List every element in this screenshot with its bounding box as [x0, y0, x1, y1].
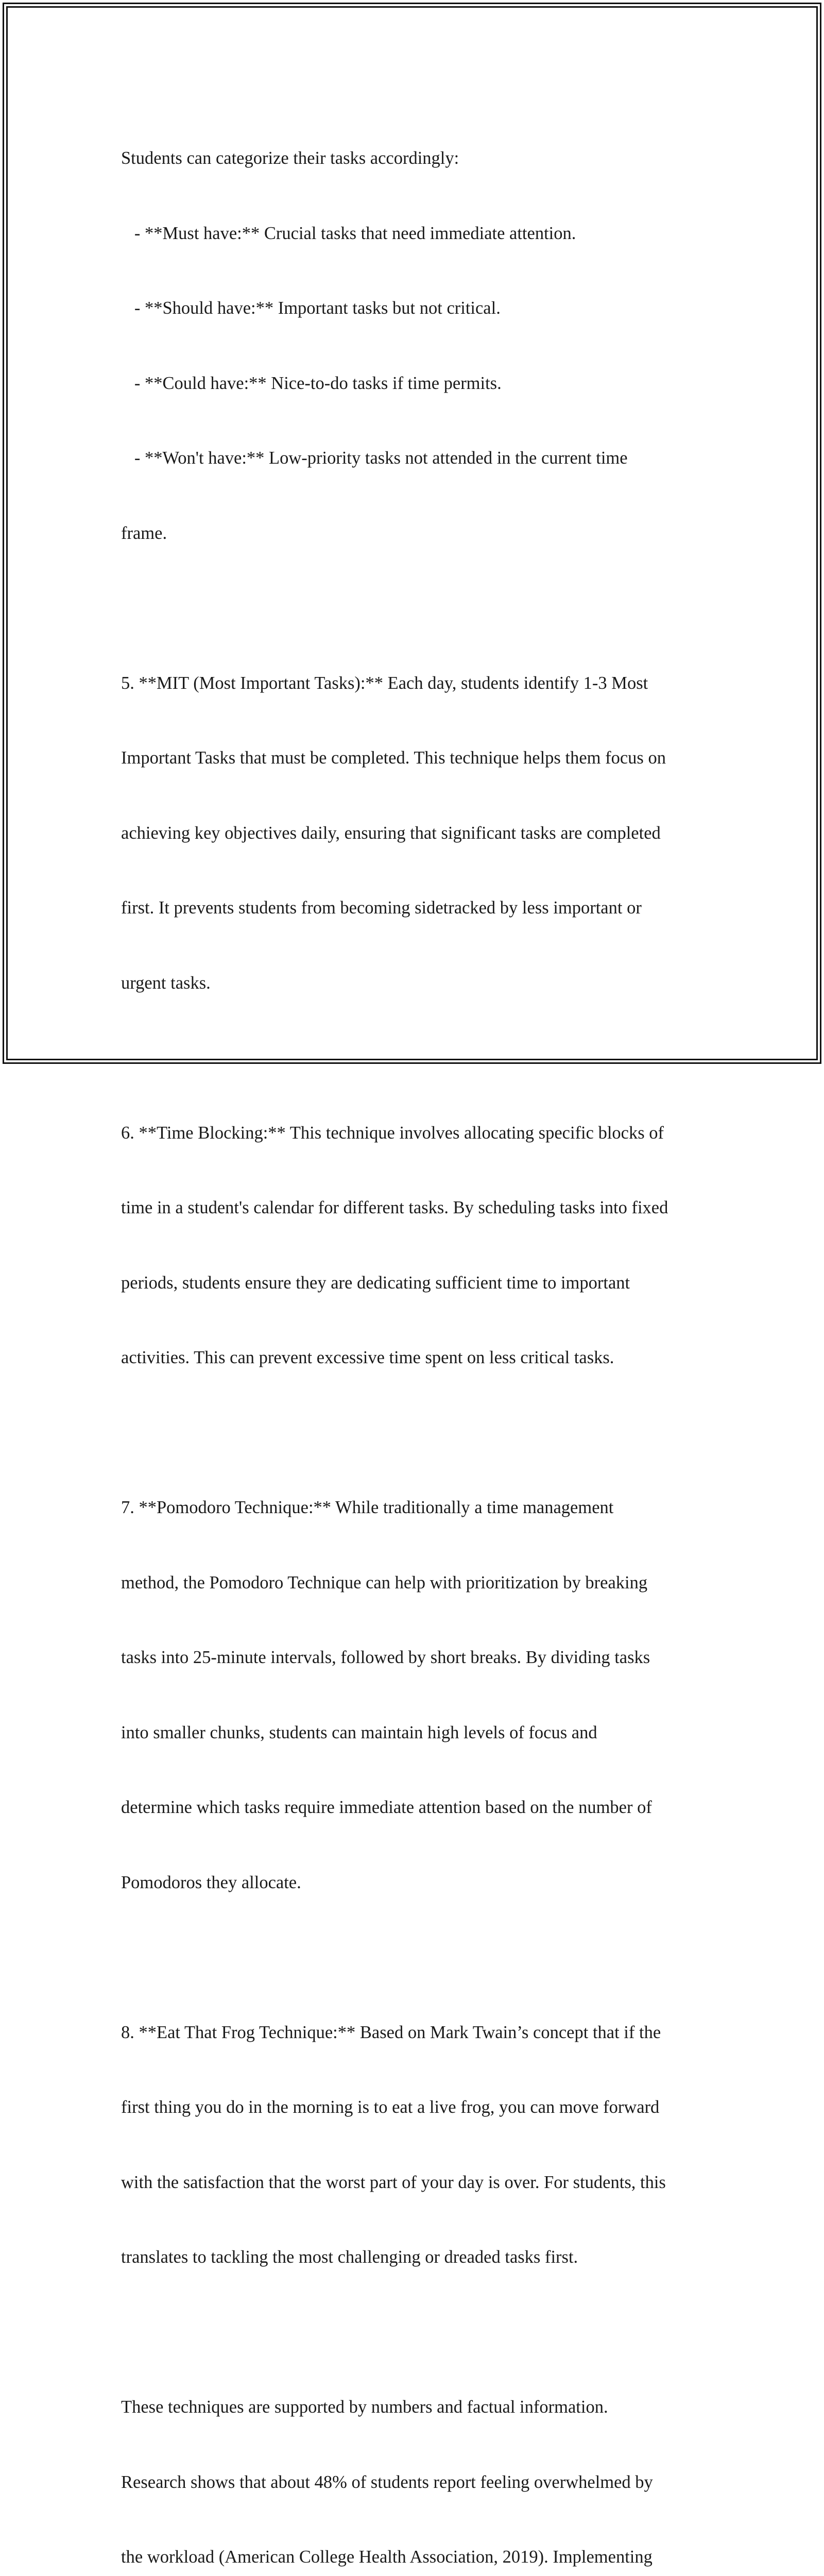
list-item-could-have: - **Could have:** Nice-to-do tasks if time permits.: [121, 373, 502, 393]
list-item-wont-have: - **Won't have:** Low-priority tasks not attended in the current time: [121, 448, 628, 468]
text-line: achieving key objectives daily, ensuring that significant tasks are completed: [121, 823, 661, 843]
text-line: Important Tasks that must be completed. This technique helps them focus on: [121, 748, 666, 768]
text-line: urgent tasks.: [121, 973, 211, 993]
text-line: activities. This can prevent excessive time spent on less critical tasks.: [121, 1348, 614, 1367]
text-line: the workload (American College Health Association, 2019). Implementing: [121, 2547, 653, 2567]
text-line: periods, students ensure they are dedicating sufficient time to important: [121, 1273, 630, 1293]
paragraph-time-blocking: [121, 1071, 718, 1420]
paragraph-mit: [121, 621, 718, 1046]
document-body: [121, 96, 718, 2576]
text-line: 8. **Eat That Frog Technique:** Based on Mark Twain’s concept that if the: [121, 2022, 661, 2042]
text-line: 7. **Pomodoro Technique:** While traditionally a time management: [121, 1498, 614, 1517]
text-line: 5. **MIT (Most Important Tasks):** Each day, students identify 1-3 Most: [121, 673, 648, 693]
text-line: 6. **Time Blocking:** This technique involves allocating specific blocks of: [121, 1123, 664, 1143]
text-line: frame.: [121, 523, 167, 543]
text-line: first thing you do in the morning is to eat a live frog, you can move forward: [121, 2097, 660, 2117]
text-line: translates to tackling the most challenging or dreaded tasks first.: [121, 2247, 578, 2267]
text-line: determine which tasks require immediate attention based on the number of: [121, 1798, 652, 1817]
text-line: Students can categorize their tasks accordingly:: [121, 148, 459, 168]
text-line: into smaller chunks, students can maintain high levels of focus and: [121, 1722, 597, 1742]
text-line: Pomodoros they allocate.: [121, 1872, 301, 1892]
text-line: method, the Pomodoro Technique can help with prioritization by breaking: [121, 1572, 648, 1592]
text-line: time in a student's calendar for different tasks. By scheduling tasks into fixed: [121, 1198, 668, 1217]
list-item-must-have: - **Must have:** Crucial tasks that need immediate attention.: [121, 223, 576, 243]
paragraph-research: [121, 2345, 718, 2576]
paragraph-pomodoro: [121, 1445, 718, 1945]
list-item-should-have: - **Should have:** Important tasks but not critical.: [121, 298, 501, 318]
text-line: tasks into 25-minute intervals, followed by short breaks. By dividing tasks: [121, 1648, 650, 1667]
text-line: first. It prevents students from becoming sidetracked by less important or: [121, 898, 642, 918]
text-line: These techniques are supported by numbers and factual information.: [121, 2397, 608, 2417]
paragraph-moscow-categories: [121, 96, 718, 596]
text-line: Research shows that about 48% of students report feeling overwhelmed by: [121, 2472, 653, 2492]
text-line: with the satisfaction that the worst part of your day is over. For students, this: [121, 2172, 666, 2192]
paragraph-eat-that-frog: [121, 1970, 718, 2320]
